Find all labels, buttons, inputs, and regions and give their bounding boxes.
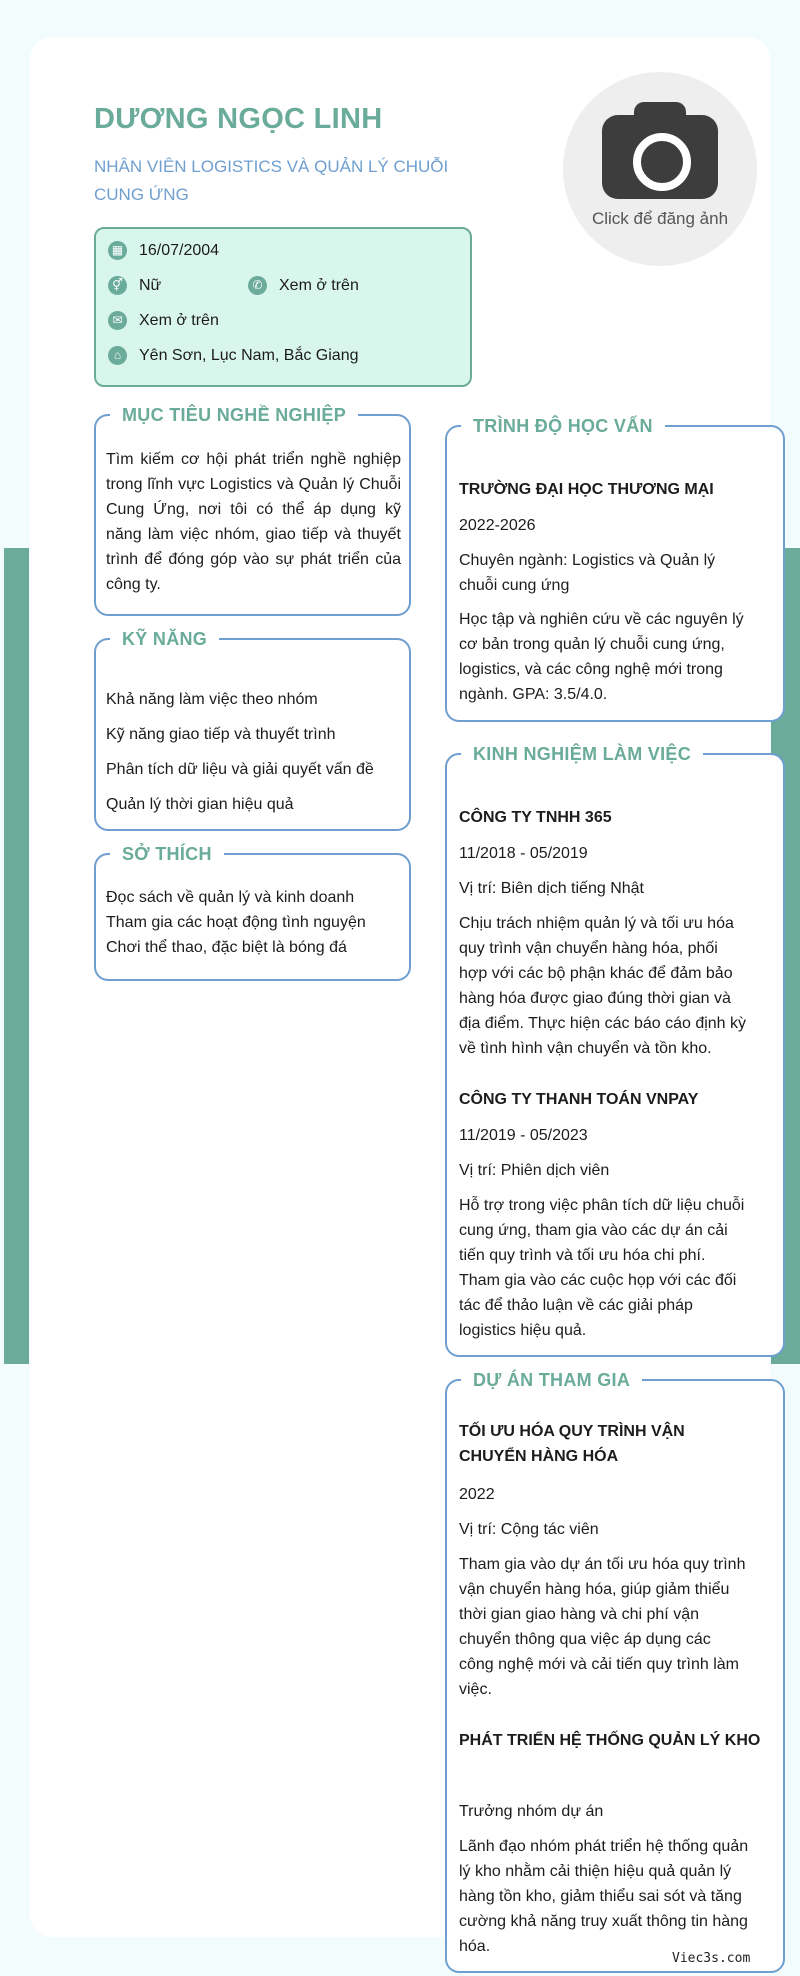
experience-title: KINH NGHIỆM LÀM VIỆC <box>461 742 703 766</box>
hobby-item: Chơi thể thao, đặc biệt là bóng đá <box>106 939 347 956</box>
project-name: PHÁT TRIỂN HỆ THỐNG QUẢN LÝ KHO <box>459 1732 761 1749</box>
job-period: 11/2018 - 05/2019 <box>459 845 588 862</box>
objective-section <box>94 405 411 616</box>
contact-gender: ⚥ Nữ <box>108 276 161 295</box>
education-description: Học tập và nghiên cứu về các nguyên lý cơ bản trong quản lý chuỗi cung ứng, logistics, và các công nghệ mới trong ngành. GPA: 3.5/4.0. <box>459 611 744 703</box>
project-period: 2022 <box>459 1486 495 1503</box>
experience-section <box>445 744 785 1357</box>
phone-icon: ✆ <box>248 276 267 295</box>
project-description: Tham gia vào dự án tối ưu hóa quy trình vận chuyển hàng hóa, giúp giảm thiểu thời gian giao hàng và chi phí vận chuyển thông qua việc áp dụng các công nghệ mới và cải tiến quy trình làm việc. <box>459 1556 746 1698</box>
camera-lens <box>633 133 691 191</box>
project-name: TỐI ƯU HÓA QUY TRÌNH VẬN CHUYỂN HÀNG HÓA <box>459 1423 685 1465</box>
education-major: Chuyên ngành: Logistics và Quản lý chuỗi cung ứng <box>459 552 716 594</box>
cv-sheet <box>30 37 770 1955</box>
hobbies-section <box>94 844 411 981</box>
photo-upload[interactable] <box>563 72 757 266</box>
skills-title: KỸ NĂNG <box>110 627 219 651</box>
job-company: CÔNG TY TNHH 365 <box>459 809 612 826</box>
education-title: TRÌNH ĐỘ HỌC VẤN <box>461 414 665 438</box>
project-position: Trưởng nhóm dự án <box>459 1803 604 1820</box>
job-position: Vị trí: Biên dịch tiếng Nhật <box>459 880 644 897</box>
photo-upload-label: Click để đăng ảnh <box>591 209 729 228</box>
home-icon: ⌂ <box>108 346 127 365</box>
job-title: NHÂN VIÊN LOGISTICS VÀ QUẢN LÝ CHUỖI CUNG ỨNG <box>94 157 449 204</box>
contact-address: ⌂ Yên Sơn, Lục Nam, Bắc Giang <box>108 346 359 365</box>
objective-title: MỤC TIÊU NGHỀ NGHIỆP <box>110 403 358 427</box>
hobby-item: Đọc sách về quản lý và kinh doanh <box>106 889 355 906</box>
skill-item: Khả năng làm việc theo nhóm <box>106 691 318 708</box>
job-position: Vị trí: Phiên dịch viên <box>459 1162 610 1179</box>
hobby-item: Tham gia các hoạt động tình nguyện <box>106 914 366 931</box>
skill-item: Quản lý thời gian hiệu quả <box>106 796 294 813</box>
job-company: CÔNG TY THANH TOÁN VNPAY <box>459 1091 699 1108</box>
footer-brand: Viec3s.com <box>672 1951 751 1966</box>
education-section <box>445 416 785 722</box>
school-name: TRƯỜNG ĐẠI HỌC THƯƠNG MẠI <box>459 481 714 498</box>
projects-section <box>445 1370 785 1973</box>
job-description: Chịu trách nhiệm quản lý và tối ưu hóa quy trình vận chuyển hàng hóa, phối hợp với các bộ phận khác để đảm bảo hàng hóa được giao đúng thời gian và địa điểm. Thực hiện các báo cáo định kỳ về tình hình vận chuyển và tồn kho. <box>459 915 747 1057</box>
contact-phone: ✆ Xem ở trên <box>248 276 359 295</box>
project-description: Lãnh đạo nhóm phát triển hệ thống quản lý kho nhằm cải thiện hiệu quả quản lý hàng tồn kho, giảm thiểu sai sót và tăng cường khả năng truy xuất thông tin hàng hóa. <box>459 1838 749 1955</box>
skill-item: Phân tích dữ liệu và giải quyết vấn đề <box>106 761 374 778</box>
skills-section <box>94 629 411 831</box>
skill-item: Kỹ năng giao tiếp và thuyết trình <box>106 726 336 743</box>
gender-icon: ⚥ <box>108 276 127 295</box>
projects-title: DỰ ÁN THAM GIA <box>461 1368 642 1392</box>
calendar-icon: ▦ <box>108 241 127 260</box>
objective-text: Tìm kiếm cơ hội phát triển nghề nghiệp trong lĩnh vực Logistics và Quản lý Chuỗi Cung Ứng, nơi tôi có thể áp dụng kỹ năng làm việc nhóm, giao tiếp và thuyết trình để đóng góp vào sự phát triển của công ty. <box>106 451 401 593</box>
mail-icon: ✉ <box>108 311 127 330</box>
candidate-name: DƯƠNG NGỌC LINH <box>94 103 383 135</box>
education-period: 2022-2026 <box>459 517 536 534</box>
hobbies-title: SỞ THÍCH <box>110 842 224 866</box>
contact-email: ✉ Xem ở trên <box>108 311 219 330</box>
left-decor-band <box>4 548 29 1364</box>
project-position: Vị trí: Cộng tác viên <box>459 1521 599 1538</box>
contact-birthday: ▦ 16/07/2004 <box>108 241 219 260</box>
job-period: 11/2019 - 05/2023 <box>459 1127 588 1144</box>
job-description: Hỗ trợ trong việc phân tích dữ liệu chuỗi cung ứng, tham gia vào các dự án cải tiến quy trình và tối ưu hóa chi phí. Tham gia vào các cuộc họp với các đối tác để thảo luận về các giải pháp logistics hiệu quả. <box>459 1197 745 1339</box>
contact-box <box>94 227 472 387</box>
